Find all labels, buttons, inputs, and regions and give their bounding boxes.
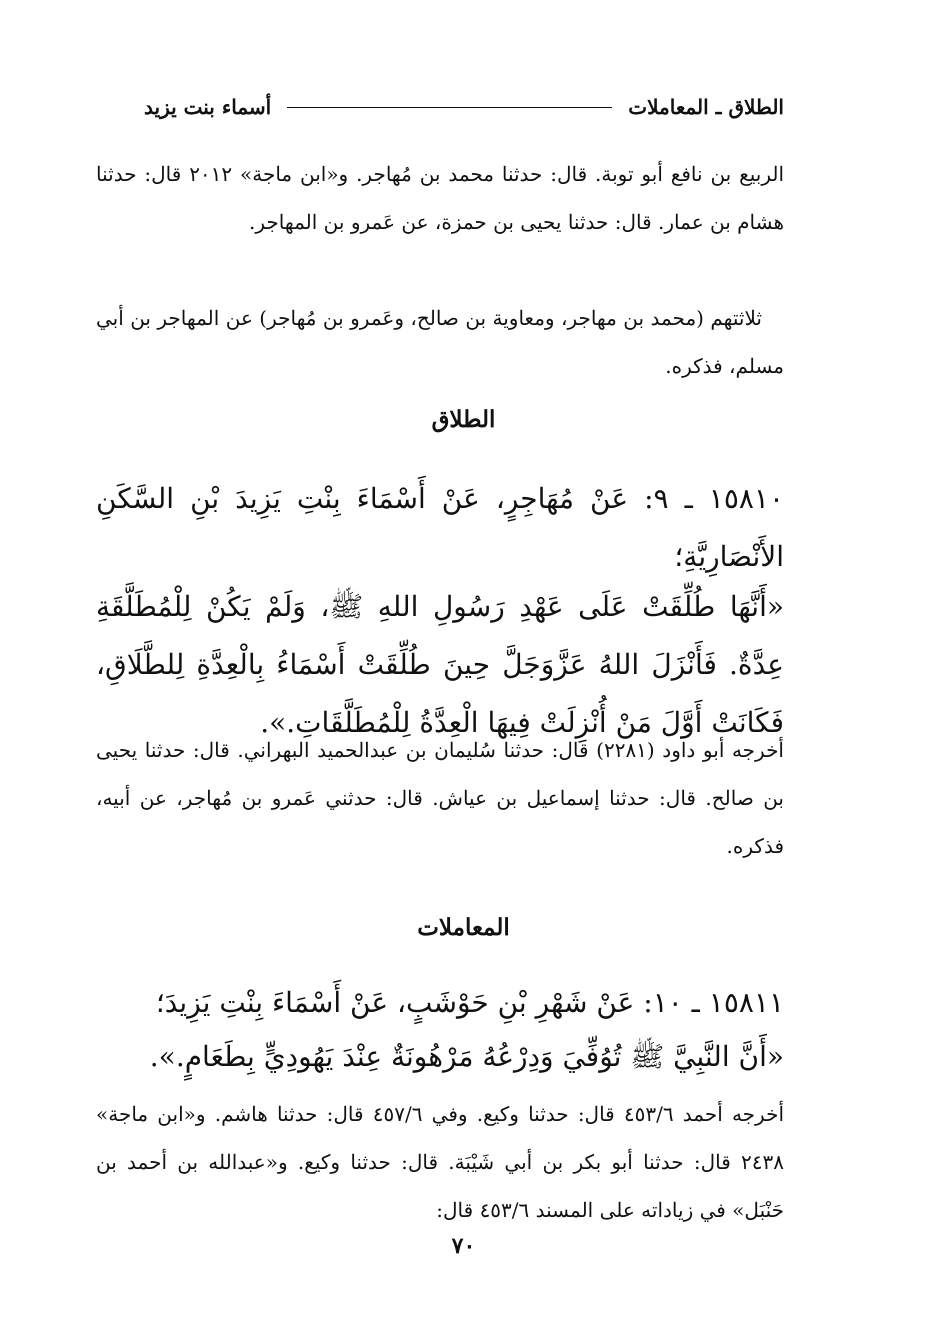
hadith-matn-15811: «أَنَّ النَّبِيَّ ﷺ تُوُفِّيَ وَدِرْعُهُ مَرْهُونَةٌ عِنْدَ يَهُودِيٍّ بِطَعَامٍ.». [149, 1040, 784, 1073]
takhrij-15810: أخرجه أبو داود (٢٢٨١) قال: حدثنا سُليمان بن عبدالحميد البهراني. قال: حدثنا يحيى بن صالح. قال: حدثنا إسماعيل بن عياش. قال: حدثني عَمرو بن مُهاجر، عن أبيه، فذكره. [96, 738, 784, 858]
running-header [144, 92, 784, 122]
hadith-matn-15810: «أَنَّهَا طُلِّقَتْ عَلَى عَهْدِ رَسُولِ اللهِ ﷺ، وَلَمْ يَكُنْ لِلْمُطَلَّقَةِ عِدَّةٌ. فَأَنْزَلَ اللهُ عَزَّوَجَلَّ حِينَ طُلِّقَتْ أَسْمَاءُ بِالْعِدَّةِ لِلطَّلَاقِ، فَكَانَتْ أَوَّلَ مَنْ أُنْزِلَتْ فِيهَا الْعِدَّةُ لِلْمُطَلَّقَاتِ.». [96, 590, 784, 739]
header-rule [287, 107, 612, 108]
section-heading-muamalat: المعاملات [417, 914, 510, 941]
continuation-paragraph: الربيع بن نافع أبو توبة. قال: حدثنا محمد بن مُهاجر. و«ابن ماجة» ٢٠١٢ قال: حدثنا هشام بن عمار. قال: حدثنا يحيى بن حمزة، عن عَمرو بن المهاجر. [96, 162, 785, 234]
header-narrator-name: أسماء بنت يزيد [144, 95, 272, 119]
header-chapter-title: الطلاق ـ المعاملات [628, 95, 784, 119]
hadith-header-15810: ١٥٨١٠ ـ ٩: عَنْ مُهَاجِرٍ، عَنْ أَسْمَاءَ بِنْتِ يَزِيدَ بْنِ السَّكَنِ الأَنْصَارِيَّةِ؛ [96, 482, 784, 573]
takhrij-15811: أخرجه أحمد ٤٥٣/٦ قال: حدثنا وكيع. وفي ٤٥٧/٦ قال: حدثنا هاشم. و«ابن ماجة» ٢٤٣٨ قال: حدثنا أبو بكر بن أبي شَيْبَة. قال: حدثنا وكيع. و«عبدالله بن أحمد بن حَنْبَل» في زياداته على المسند ٤٥٣/٦ قال: [96, 1102, 784, 1222]
continuation-paragraph-2: ثلاثتهم (محمد بن مهاجر، ومعاوية بن صالح، وعَمرو بن مُهاجر) عن المهاجر بن أبي مسلم، فذكره. [96, 306, 784, 378]
hadith-header-15811: ١٥٨١١ ـ ١٠: عَنْ شَهْرِ بْنِ حَوْشَبٍ، عَنْ أَسْمَاءَ بِنْتِ يَزِيدَ؛ [155, 986, 784, 1019]
section-heading-talaq: الطلاق [431, 406, 496, 433]
page-number: ٧٠ [451, 1233, 476, 1259]
